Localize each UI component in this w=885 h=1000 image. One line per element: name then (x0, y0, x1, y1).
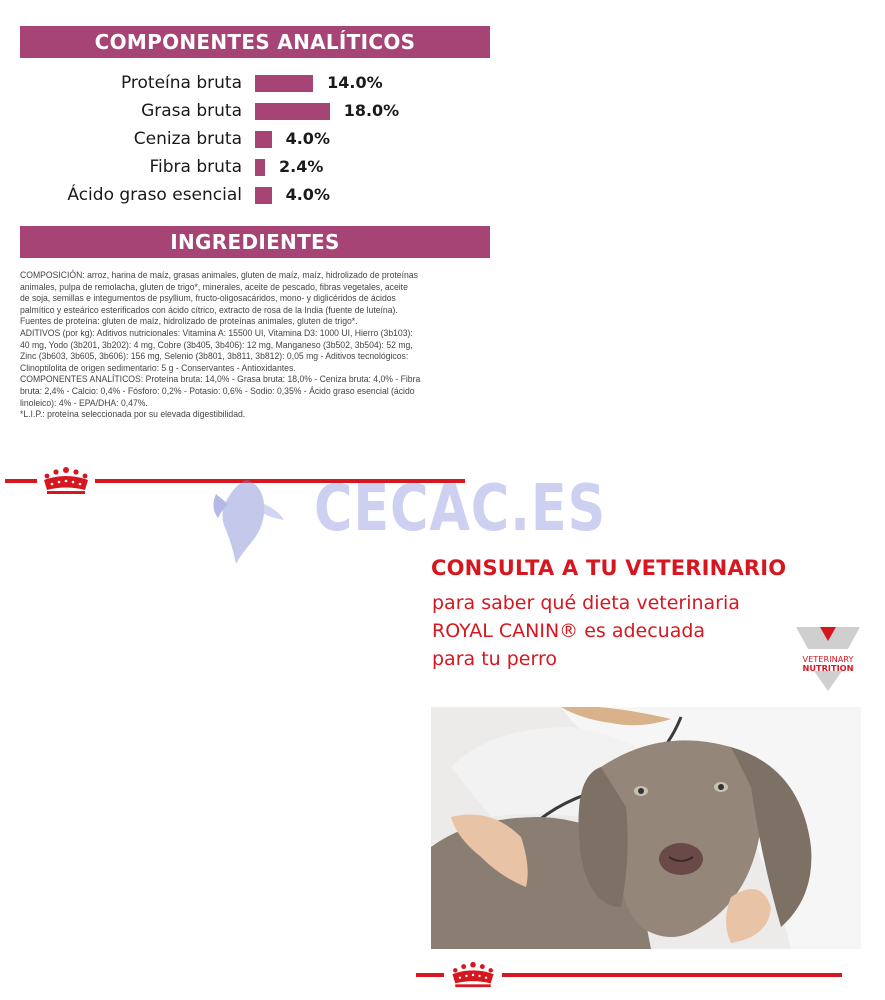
badge-line-2: NUTRITION (802, 663, 854, 673)
watermark-text: CECAC.ES (314, 472, 607, 546)
analytics-row-value: 2.4% (279, 157, 324, 176)
analytics-row (0, 156, 480, 178)
bottom-rule-right (502, 973, 842, 977)
bottom-rule-left (416, 973, 444, 977)
analytics-row-label: Ácido graso esencial (67, 185, 242, 205)
ingredients-text: COMPOSICIÓN: arroz, harina de maíz, grasas animales, gluten de maíz, maíz, hidrolizado de proteínas animales, pulpa de remolacha, gluten de trigo*, minerales, aceite de pescado, fibras vegetales, aceite de soja, semillas e integumentos de psyllium, fructo-oligosacáridos, mono- y diglicéridos de ácidos palmítico y esteárico esterificados con ácido cítrico, extracto de rosa de la India (fuente de luteína). Fuentes de proteína: gluten de maíz, hidrolizado de proteínas animales, gluten de trigo*. ADITIVOS (por kg): Aditivos nutricionales: Vitamina A: 15500 UI, Vitamina D3: 1000 UI, Hierro (3b103): 40 mg, Yodo (3b201, 3b202): 4 mg, Cobre (3b405, 3b406): 12 mg, Manganeso (3b502, 3b504): 52 mg, Zinc (3b603, 3b605, 3b606): 156 mg, Selenio (3b801, 3b811, 3b812): 0,05 mg - Aditivos tecnológicos: Clinoptilolita de origen sedimentario: 5 g - Conservantes - Antioxidantes. COMPONENTES ANALÍTICOS: Proteína bruta: 14,0% - Grasa bruta: 18,0% - Ceniza bruta: 4,0% - Fibra bruta: 2,4% - Calcio: 0,4% - Fósforo: 0,2% - Potasio: 0,6% - Sodio: 0,35% - Ácido graso esencial (ácido linoleico): 4% - EPA/DHA: 0,47%. *L.I.P.: proteína seleccionada por su elevada digestibilidad. (20, 269, 421, 420)
consult-line-3: para tu perro (432, 648, 557, 670)
analytics-row-value: 18.0% (343, 101, 400, 120)
crown-icon (448, 961, 498, 994)
analytics-row-label: Fibra bruta (149, 157, 242, 177)
analytics-row-bar (255, 131, 272, 148)
analytics-row (0, 184, 480, 206)
ingredients-header (20, 226, 490, 258)
crown-icon (40, 466, 92, 501)
analytics-row-bar (255, 103, 330, 120)
analytics-row-value: 14.0% (327, 73, 383, 92)
analytics-row-label: Ceniza bruta (133, 129, 242, 149)
consult-title: CONSULTA A TU VETERINARIO (431, 556, 787, 580)
divider-rule-left (5, 479, 37, 483)
vet-dog-photo (431, 707, 861, 949)
analytics-row (0, 72, 480, 94)
ingredients-title: INGREDIENTES (170, 230, 340, 254)
consult-line-1: para saber qué dieta veterinaria (432, 592, 740, 614)
analytics-title: COMPONENTES ANALÍTICOS (94, 30, 416, 54)
analytics-row (0, 100, 480, 122)
analytics-row-value: 4.0% (285, 185, 330, 204)
veterinary-nutrition-badge (792, 619, 864, 693)
badge-line-1: VETERINARY (802, 654, 854, 664)
analytics-row (0, 128, 480, 150)
analytics-row-value: 4.0% (285, 129, 330, 148)
analytics-header (20, 26, 490, 58)
analytics-row-label: Proteína bruta (120, 73, 242, 93)
analytics-row-label: Grasa bruta (141, 101, 242, 121)
analytics-row-bar (255, 187, 272, 204)
analytics-row-bar (255, 75, 313, 92)
analytics-row-bar (255, 159, 265, 176)
consult-line-2: ROYAL CANIN® es adecuada (432, 620, 706, 642)
cecac-bird-logo-icon (206, 474, 288, 573)
